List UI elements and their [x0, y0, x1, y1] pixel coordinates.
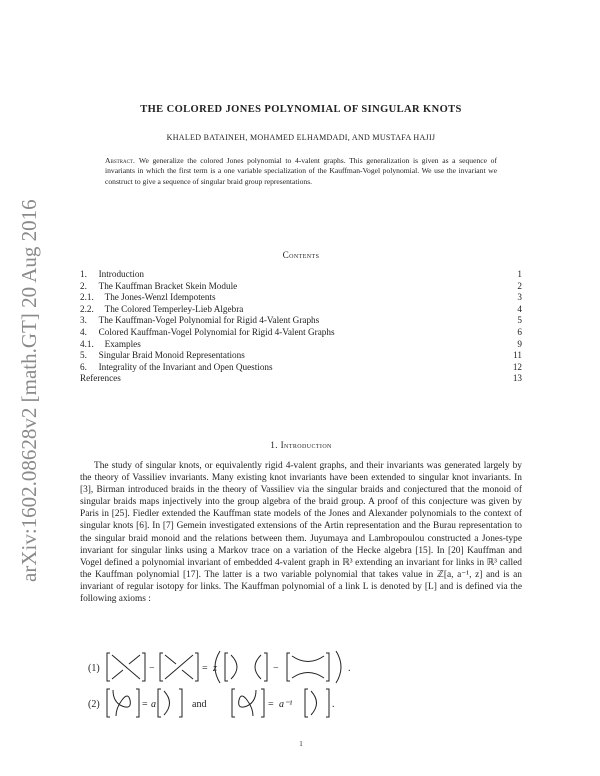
toc-entry[interactable] [80, 292, 522, 304]
axiom-one-figure [80, 650, 522, 684]
paper-authors: KHALED BATAINEH, MOHAMED ELHAMDADI, AND MUSTAFA HAJIJ [166, 133, 436, 142]
axiom-two-equals-b: = [268, 699, 274, 710]
toc-entry-title-wrap [80, 373, 121, 385]
toc-entry[interactable] [80, 362, 522, 374]
toc-entry-number: 2.1. [80, 292, 94, 303]
toc-entry-page: 3 [517, 292, 522, 303]
toc-entry-page: 11 [513, 350, 522, 361]
toc-entry-number: 6. [80, 361, 87, 372]
toc-entry[interactable] [80, 281, 522, 293]
toc-entry[interactable] [80, 269, 522, 281]
axiom-one-end: . [348, 663, 351, 674]
paper-title: THE COLORED JONES POLYNOMIAL OF SINGULAR KNOTS [140, 104, 462, 115]
table-of-contents [80, 269, 522, 385]
axiom-two-a: a [151, 699, 156, 710]
toc-entry-page: 13 [512, 373, 522, 384]
toc-entry-number: 1. [80, 269, 87, 279]
toc-entry-page: 5 [517, 315, 522, 326]
toc-entry-title: Examples [104, 338, 141, 349]
introduction-paragraph: The study of singular knots, or equivalently rigid 4-valent graphs, and their invariants was generated largely by the theory of Vassiliev invariants. Many existing knot invariants have been extended to singular knot invariants. In [3], Birman introduced braids in the theory of Vassiliev via the singular braids and conjectured that the monoid of singular braids maps injectively into the group algebra of the braid group. A proof of this conjecture was given by Paris in [25]. Fiedler extended the Kauffman state models of the Jones and Alexander polynomials to the context of singular knots [6]. In [7] Gemein investigated extensions of the Artin representation and the Burau representation to the singular braid monoid and the relations between them. Juyumaya and Lambropoulou constructed a Jones-type invariant for singular links using a Markov trace on a variation of the Hecke algebra [15]. In [20] Kauffman and Vogel defined a polynomial invariant of embedded 4-valent graph in ℝ³ extending an invariant for links in ℝ³ called the Kauffman polynomial [17]. The latter is a two variable polynomial that takes value in ℤ[a, a⁻¹, z] and is an invariant of regular isotopy for links. The Kauffman polynomial of a link L is denoted by [L] and is defined via the following axioms : [80, 461, 522, 605]
toc-entry-title-wrap [80, 292, 216, 304]
introduction-heading: 1. Introduction [270, 440, 332, 450]
axiom-one-minus-b: − [273, 663, 279, 674]
arxiv-stamp-text: arXiv:1602.08628v2 [math.GT] 20 Aug 2016 [17, 199, 41, 582]
axiom-two-a-inv: a⁻¹ [279, 699, 293, 710]
abstract-heading: Abstract. [105, 156, 135, 165]
axiom-two [80, 686, 522, 720]
toc-entry-title: References [80, 373, 121, 384]
toc-entry[interactable] [80, 315, 522, 327]
toc-entry[interactable] [80, 373, 522, 385]
toc-entry-title-wrap [80, 327, 335, 339]
toc-entry-title-wrap [80, 339, 141, 351]
axiom-one-minus-a: − [149, 663, 155, 674]
toc-entry-title: Singular Braid Monoid Representations [98, 350, 245, 361]
toc-entry-page: 4 [517, 303, 522, 314]
axiom-two-equals-a: = [142, 699, 148, 710]
toc-entry-title-wrap [80, 315, 319, 327]
toc-entry-number: 2.2. [80, 303, 94, 314]
toc-entry-title-wrap [80, 350, 245, 362]
toc-entry-title-wrap [80, 281, 237, 293]
toc-entry[interactable] [80, 350, 522, 362]
toc-entry-number: 4. [80, 326, 87, 337]
abstract [105, 156, 497, 187]
contents-heading: Contents [282, 250, 320, 260]
toc-entry-title-wrap [80, 362, 273, 374]
axiom-two-and: and [192, 699, 207, 710]
toc-entry-title: Colored Kauffman-Vogel Polynomial for Rigid 4-Valent Graphs [98, 326, 335, 337]
toc-entry-title-wrap [80, 304, 243, 316]
toc-entry-page: 12 [512, 361, 522, 372]
toc-entry-page: 2 [517, 280, 522, 291]
page-number: 1 [299, 740, 303, 748]
axiom-two-figure [80, 686, 522, 720]
toc-entry-page: 9 [517, 338, 522, 349]
toc-entry-number: 4.1. [80, 338, 94, 349]
toc-entry-title: The Kauffman Bracket Skein Module [98, 280, 238, 291]
axiom-two-label: (2) [88, 699, 100, 710]
arxiv-stamp [8, 152, 48, 582]
toc-entry[interactable] [80, 327, 522, 339]
toc-entry-number: 3. [80, 315, 87, 326]
abstract-text: We generalize the colored Jones polynomial to 4-valent graphs. This generalization is given as a sequence of invariants in which the first term is a one variable specialization of the Kauffman-Vogel polynomial. We use the invariant we construct to give a sequence of singular braid group representations. [105, 156, 497, 186]
toc-entry[interactable] [80, 339, 522, 351]
axiom-one-label: (1) [88, 663, 100, 674]
toc-entry-title: Introduction [98, 269, 145, 279]
axiom-one-equals: = [202, 663, 208, 674]
toc-entry-number: 5. [80, 350, 87, 361]
toc-entry-title: Integrality of the Invariant and Open Questions [98, 361, 273, 372]
toc-entry-page: 1 [517, 269, 522, 279]
toc-entry-title: The Jones-Wenzl Idempotents [104, 292, 216, 303]
axiom-one-z: z [213, 663, 217, 674]
axiom-one [80, 650, 522, 684]
toc-entry-number: 2. [80, 280, 87, 291]
axiom-two-end: . [332, 699, 335, 710]
toc-entry-title: The Colored Temperley-Lieb Algebra [104, 303, 244, 314]
toc-entry-title: The Kauffman-Vogel Polynomial for Rigid 4-Valent Graphs [98, 315, 320, 326]
toc-entry-page: 6 [517, 326, 522, 337]
toc-entry[interactable] [80, 304, 522, 316]
toc-entry-title-wrap [80, 269, 144, 281]
